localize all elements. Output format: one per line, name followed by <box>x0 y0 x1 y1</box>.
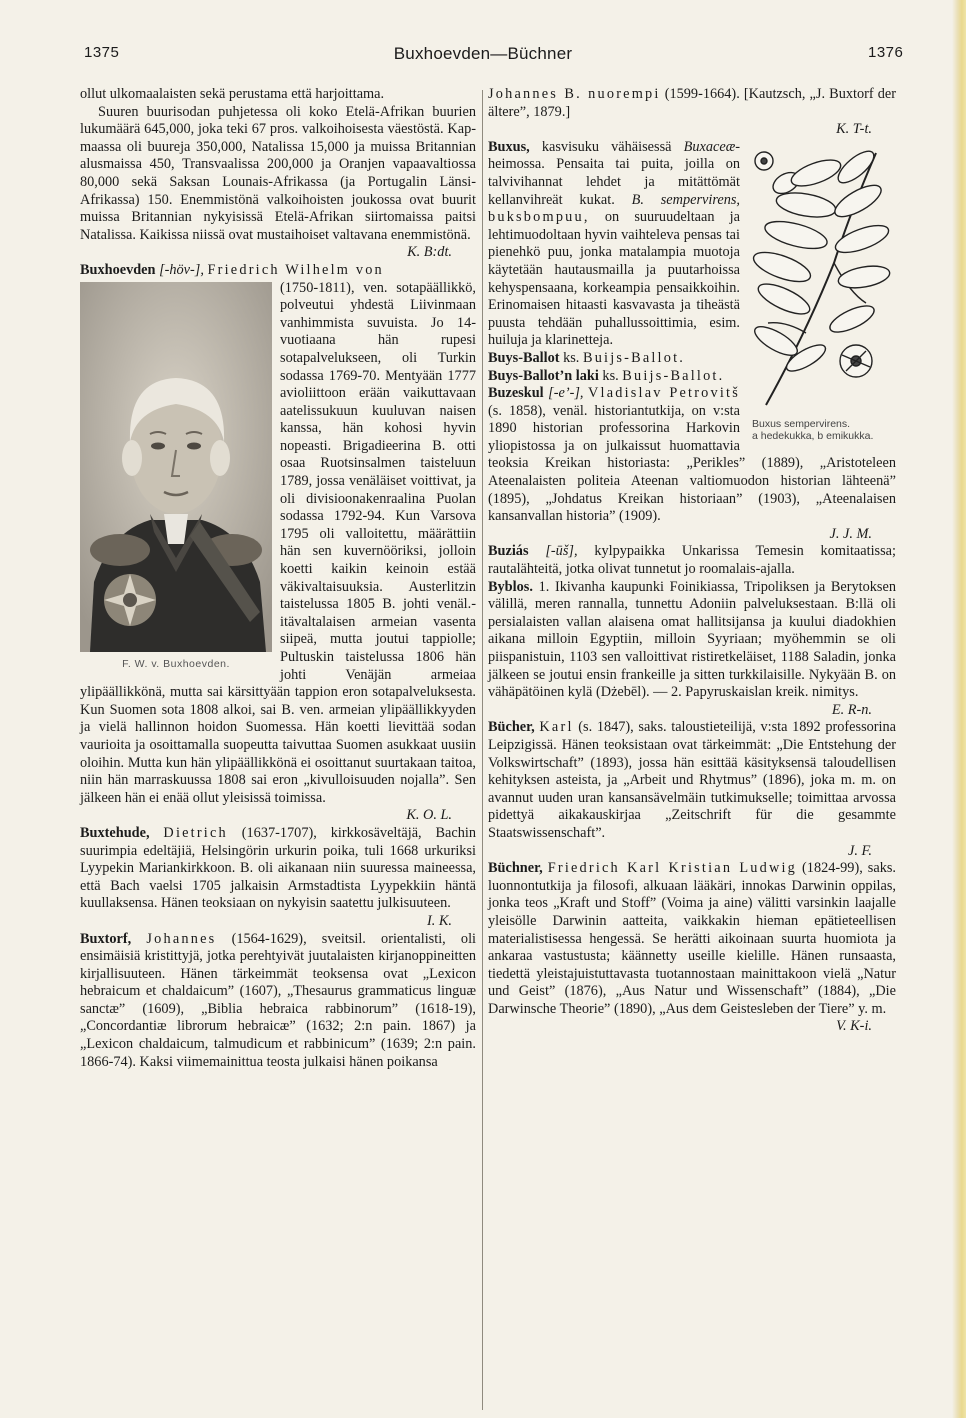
headword: Buzeskul <box>488 385 544 402</box>
pronunciation: [-höv-], <box>159 261 204 278</box>
entry-text: 1. Ikivanha kaupunki Foinikiassa, Tripoliksen ja Berytoksen välillä, meren rannalla, tunnettu Adoniin palveluksestaan. B:llä oli persialaisten vallan alaisena omat hallitsijansa ja kuului diadokhien aikana milloin Egyptiin, milloin Syyriaan; myöhemmin se oli piispanistuin, 1103 sen valloittivat ristiretkeläiset, 1188 Saladin, jonka jälkeen se joutui ensin frankeille ja sitten turkkilaisille. Nykyään B. on vähäpätöinen kylä (Dżebēl). — 2. Papyruskaislan kreik. nimitys. <box>488 578 896 701</box>
portrait-figure <box>80 282 272 674</box>
headword: Buxtehude, <box>80 824 150 841</box>
headword: Buxhoevden <box>80 261 156 278</box>
buxus-caption-title: Buxus sempervirens. <box>752 418 851 431</box>
entry-text: on suuruudeltaan ja lehtimuodoltaan hyvin vaihteleva pensas tai pienehkö puu, jonka matalampia muotoja käytetään hautausmailla ja puutarhoissa kehyspensaana, korkeampia pensaikkoihin. Erinomaisen hitaasti kasvavasta ja tiheästä puusta tehdään puhallussoittimia, esim. huiluja ja klarinetteja. <box>488 209 741 349</box>
entry-text: kasvisuku vähäisessä <box>541 138 672 155</box>
portrait-image <box>80 282 272 652</box>
person-name: Vladislav Petrovitš <box>588 385 740 402</box>
family-name: Buxaceæ <box>683 138 736 155</box>
headword: Buys-Ballot <box>488 349 560 366</box>
buxus-caption-note: a hedekukka, b emikukka. <box>752 430 874 443</box>
signature: J. J. M. <box>829 525 872 542</box>
signature: V. K-i. <box>836 1018 872 1035</box>
headword: Buziás <box>488 543 529 560</box>
right-column <box>488 86 896 1036</box>
headword: Buxus, <box>488 138 530 155</box>
entry-text: (1564-1629), sveitsil. orientalisti, oli ensimäisiä kristittyjä, jotka perehtyivät juutalaisten kirjanoppineitten kirjallisuuteen. Hänen tärkeimmät teoksensa ovat „Lexicon hebraicum et chaldaicum” (1607), „Thesaurus grammaticus linguæ sanctæ” (1609), „Biblia hebraica rabbinorum” (1618-19), „Concordantiæ librorum hebraicæ” (1632; 2:n pain. 1867) ja „Lexicon chaldaicum, talmudicum et rabbinicum” (1639; 2:n pain. 1866-74). Kaksi viimemainittua teosta julkaisi hänen poikansa <box>80 930 477 1070</box>
person-name: Dietrich <box>163 824 228 841</box>
article-continuation: ollut ulkomaalaisten sekä perustama että harjoittama. <box>80 86 385 102</box>
entry-text: (1824-99), saks. luonnontutkija ja filosofi, alkuaan lääkäri, innokas Darwinin oppilas, jonka teos „Kraft und Stoff” (Voima ja aine) välitti varsinkin laajalle yleisölle Darwinin aatteita, vaikkakin hieman epätieteellisen materialistisessa hengessä. Se herätti aikoinaan suurta huomiota ja ankaraa vastustusta; käännetty useille kielille. Hänen runsaasta, tiedettä yleistajuistuttavasta tuotannostaan mainittakoon vielä „Natur und Geist” (1876), „Aus Natur und Wissenschaft” (1884), „Die Darwinsche Theorie” (1890), „Aus dem Geistesleben der Tiere” y. m. <box>488 860 896 1017</box>
common-name: buksbompuu, <box>488 209 590 226</box>
signature: I. K. <box>426 912 452 929</box>
buxtorf-continuation <box>488 86 896 121</box>
pronunciation: [-ūš], <box>545 543 578 560</box>
cross-reference: Buijs-Ballot. <box>582 349 686 366</box>
portrait-caption: F. W. v. Buxhoevden. <box>122 657 230 670</box>
signature: K. O. L. <box>406 807 452 824</box>
headword: Bücher, <box>488 719 535 736</box>
signature: E. R-n. <box>831 701 872 718</box>
entry-buxtorf <box>80 931 476 1072</box>
entry-buzias <box>488 543 896 578</box>
person-name: Friedrich Karl Kristian Ludwig <box>547 860 798 877</box>
entry-text: (1599-1664). [Kautzsch, „J. Buxtorf der ältere”, 1879.] <box>488 86 897 120</box>
buxus-figure <box>746 143 896 443</box>
cross-reference: Buijs-Ballot. <box>622 367 725 384</box>
left-column <box>80 86 476 1071</box>
species-name: B. sempervirens, <box>631 191 740 208</box>
person-name: Johannes B. nuorempi <box>488 86 661 102</box>
headword: Byblos. <box>488 578 533 595</box>
buxus-illustration <box>746 143 896 413</box>
pronunciation: [-e’-], <box>548 385 584 402</box>
person-name: Johannes <box>146 930 217 947</box>
entry-buechner <box>488 860 896 1018</box>
entry-text: (1637-1707), kirkkosäveltäjä, Bachin suurimpia edeltäjiä, Helsingörin urkurin poika, tuli 1668 urkuriksi Lyypekin Mariankirkkoon. B. oli aikanaan niin suuressa maineessa, että Bach vaelsi 1705 jalkaisin Armstadtista Lyypekkiin häntä kuullaksensa. Hänen teoksiaan on nykyisin saatettu julkisuuteen. <box>80 824 476 912</box>
buxhoevden-body: (1750-1811), ven. sotapäällikkö, polveutui yhdestä Liivinmaan vanhimmista suvuista. Jo 14-vuotiaana hän rupesi sotapalvelukseen, oli Turkin sodassa 1769-70. Mentyään 1777 avioliittoon erään vaikuttavaan aatelissukuun kuuluvan naisen kanssa, hän kohosi hyvin nopeasti. Brigadieerina B. otti osaa Ruotsinsalmen taisteluun 1789, jossa venäläiset voittivat, ja oli divisioonakenraalina Puolan sodassa 1792-94. Kun Varsova 1795 oli valloitettu, määrättiin hän sen kuvernööriksi, jolloin koetti kaikin keinoin estää väkivaltaisuuksia. Austerlitzin taistelussa 1805 B. johti venäl.-itävaltalaisen armeian vasenta siipeä, mutta joutui tappiolle; Pultuskin taistelussa 1806 hän johti Venäjän armeiaa ylipäällikkönä, mutta sai kärsittyään tappion eron sotapalveluksesta. Kun Suomen sota 1808 alkoi, sai B. ven. armeian ylipäällikkyyden ja vielä hallinnon hoidon Suomessa. Hän koetti lievittää sodan vaurioita ja osoittamalla suopeutta taivuttaa Suomen asukkaat uusiin oloihin. Mutta kun hän ylipäällikkönä ei osoittanut suurtakaan taitoa, niin hän marraskuussa 1808 sai eron „kivulloisuuden nojalla”. Sen jälkeen hän ei enää ollut yleisissä toimissa. <box>80 279 476 806</box>
page-header <box>0 44 966 68</box>
entry-text: (s. 1847), saks. taloustieteilijä, v:sta 1892 professorina Leipzigissä. Hänen teoksistaan ovat tärkeimmät: „Die Entstehung der Volkswirtschaft” (1893), jossa hän esittää käsityksensä taloudellisen kehityksen asteista, ja „Arbeit und Rhytmus” (1896), joka m. m. on avannut uuden uran kansansävelmäin tutkimukselle; toimittaa arvossa pidettyä aikakauskirjaa „Zeitschrift für die gesammte Staatswissenschaft”. <box>488 719 897 841</box>
signature: K. B:dt. <box>407 244 452 261</box>
entry-text: (s. 1858), venäl. historiantutkija, on v:sta 1890 historian professorina Harkovin yliopistossa ja on julkaissut huomattavia teoksia Kreikan historiasta: „Perikles” (1889), „Aristoteleen Ateenalaisten politeia Ateenan valtiomuodon historian lähteenä” (1895), „Johdatus Kreikan historiaan” (1903), „Ateenalaisen kansanvallan historia” (1909). <box>488 402 896 525</box>
entry-text: ks. <box>602 367 619 384</box>
right-page-number: 1376 <box>868 44 904 61</box>
left-page-number: 1375 <box>84 44 120 61</box>
headword: Büchner, <box>488 860 543 877</box>
signature: J. F. <box>848 842 872 859</box>
column-divider <box>482 90 483 1410</box>
entry-buxhoevden <box>80 262 476 280</box>
headword: Buxtorf, <box>80 930 132 947</box>
person-name: Karl <box>539 719 574 736</box>
person-name: Friedrich Wilhelm von <box>207 261 384 278</box>
signature: K. T-t. <box>836 121 872 138</box>
entry-text: ks. <box>563 349 580 366</box>
headword: Buys-Ballot’n laki <box>488 367 599 384</box>
entry-text: -heimossa. Pensaita tai puita, joilla on talvivihannat lehdet ja mitättömät kellanvihreät kukat. <box>488 138 741 208</box>
page-edge-band <box>952 0 966 1418</box>
entry-byblos <box>488 579 896 702</box>
buurit-paragraph: Suuren buurisodan puhjetessa oli koko Etelä-Afrikan buurien lukumäärä 645,000, joka teki 67 pros. valkoihoisesta väestöstä. Kap-maassa oli buureja 350,000, Natalissa 15,000 ja muissa Britannian alusmaissa 450, Transvaalissa 200,000 ja Oranjen vapaavaltiossa 80,000 sekä Saksan Lounais-Afrikassa (ja Portugalin Länsi-Afrikassa) 150. Enemmistönä valkoihoisten joukossa ovat buurit muissa Britannian nykyisissä Etelä-Afrikan siirtomaissa paitsi Natalissa. Kaikissa niissä ovat mustaihoiset valtavana enemmistönä. <box>80 103 476 243</box>
entry-buxtehude <box>80 825 476 913</box>
entry-text: kylpypaikka Unkarissa Temesin komitaatissa; rautalähteitä, jotka olivat tunnetut jo roomalais-ajalla. <box>488 543 897 578</box>
page-title: Buxhoevden—Büchner <box>393 44 573 63</box>
entry-buecher <box>488 719 896 842</box>
